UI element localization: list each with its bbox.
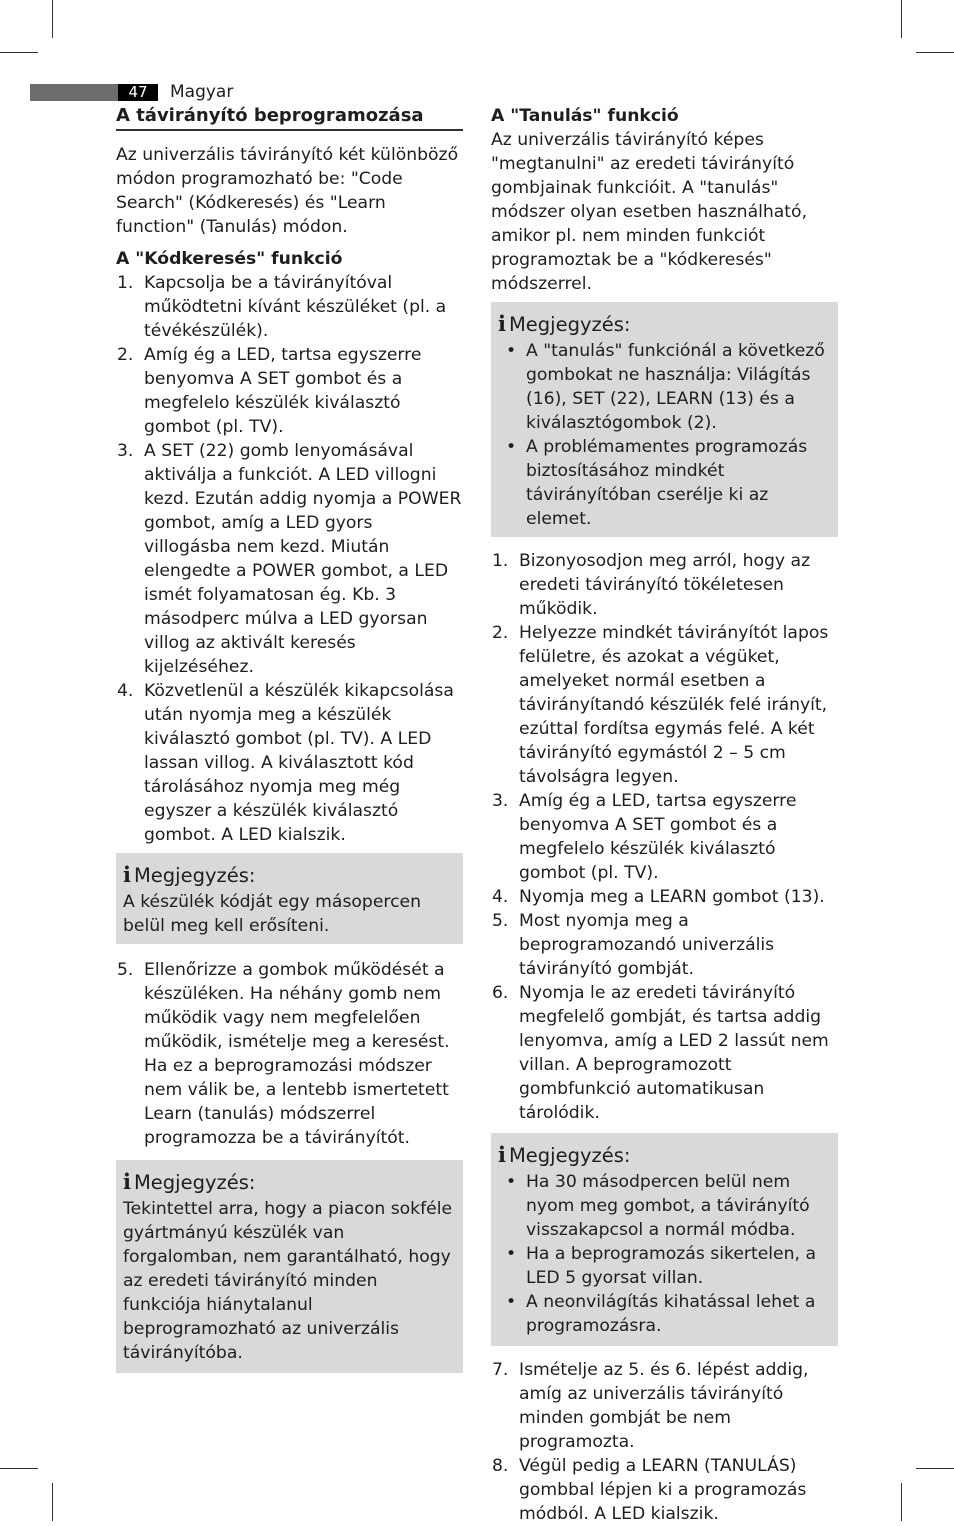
step-text: Helyezze mindkét távirányítót lapos felületre, és azokat a végüket, amelyeket normál esetben a távirányítandó készülék felé irányít, ezúttal fordítsa egymás felé. A két távirányító egymástól 2 – 5 cm távolságra legyen. <box>519 623 829 787</box>
note-bullets <box>498 1170 830 1338</box>
learn-steps <box>491 549 838 1125</box>
bullet-item <box>498 1290 830 1338</box>
learn-intro: Az univerzális távirányító képes "megtanulni" az eredeti távirányító gombjainak funkcióit. A "tanulás" módszer olyan esetben használható, amikor pl. nem minden funkciót programoztak be a "kódkeresés" módszerrel. <box>491 130 808 294</box>
note-title-text: Megjegyzés: <box>133 1171 256 1194</box>
step-text: Kapcsolja be a távirányítóval működtetni kívánt készüléket (pl. a tévékészülék). <box>144 273 447 341</box>
step-number: 5. <box>117 960 134 980</box>
note-title <box>498 312 830 337</box>
crop-mark <box>916 52 954 53</box>
crop-mark <box>0 52 38 53</box>
list-item <box>491 885 838 909</box>
crop-mark <box>916 1468 954 1469</box>
list-item <box>491 1454 838 1526</box>
step-number: 3. <box>117 441 134 461</box>
list-item <box>491 789 838 885</box>
left-column <box>116 104 463 1373</box>
language-label: Magyar <box>170 82 234 102</box>
note-box <box>491 1133 838 1346</box>
step-number: 2. <box>492 623 509 643</box>
step-number: 4. <box>492 887 509 907</box>
note-box <box>116 1160 463 1373</box>
info-icon: i <box>123 1169 131 1194</box>
bullet-dot-icon: • <box>506 1292 517 1312</box>
step-number: 7. <box>492 1360 509 1380</box>
note-text: A készülék kódját egy másopercen belül meg kell erősíteni. <box>123 892 422 936</box>
learn-steps-end <box>491 1358 838 1526</box>
step-number: 1. <box>492 551 509 571</box>
bullet-dot-icon: • <box>506 437 517 457</box>
list-item <box>491 621 838 789</box>
step-text: Nyomja le az eredeti távirányító megfelelő gombját, és tartsa addig lenyomva, amíg a LED 2 lassút nem villan. A beprogramozott gombfunkció automatikusan tárolódik. <box>519 983 829 1123</box>
code-search-heading: A "Kódkeresés" funkció <box>116 249 343 269</box>
step-number: 6. <box>492 983 509 1003</box>
bullet-text: A "tanulás" funkciónál a következő gombokat ne használja: Világítás (16), SET (22), LEARN (13) és a kiválasztógombok (2). <box>526 341 825 433</box>
list-item <box>116 679 463 847</box>
list-item <box>116 271 463 343</box>
section-title: A távirányító beprogramozása <box>116 104 463 131</box>
bullet-text: Ha a beprogramozás sikertelen, a LED 5 gyorsat villan. <box>526 1244 816 1288</box>
note-title-text: Megjegyzés: <box>508 313 631 336</box>
note-box <box>491 302 838 537</box>
learn-heading: A "Tanulás" funkció <box>491 106 679 126</box>
bullet-text: A neonvilágítás kihatással lehet a programozásra. <box>526 1292 816 1336</box>
step-text: Most nyomja meg a beprogramozandó univerzális távirányító gombját. <box>519 911 775 979</box>
right-column <box>491 104 838 1526</box>
step-number: 5. <box>492 911 509 931</box>
crop-mark <box>901 1483 902 1521</box>
step-text: Végül pedig a LEARN (TANULÁS) gombbal lépjen ki a programozás módból. A LED kialszik. <box>519 1456 807 1524</box>
info-icon: i <box>498 311 506 336</box>
list-item <box>491 549 838 621</box>
note-title <box>123 863 455 888</box>
step-text: Bizonyosodjon meg arról, hogy az eredeti távirányító tökéletesen működik. <box>519 551 811 619</box>
step-number: 4. <box>117 681 134 701</box>
bullet-item <box>498 339 830 435</box>
bullet-item <box>498 1170 830 1242</box>
bullet-item <box>498 1242 830 1290</box>
page-number: 47 <box>118 84 158 101</box>
bullet-dot-icon: • <box>506 1244 517 1264</box>
note-title-text: Megjegyzés: <box>508 1144 631 1167</box>
crop-mark <box>52 1483 53 1521</box>
step-number: 2. <box>117 345 134 365</box>
list-item <box>116 958 463 1150</box>
note-bullets <box>498 339 830 531</box>
step-text: Közvetlenül a készülék kikapcsolása után nyomja meg a készülék kiválasztó gombot (pl. TV). A LED lassan villog. A kiválasztott kód tárolásához nyomja meg még egyszer a készülék kiválasztó gombot. A LED kialszik. <box>144 681 454 845</box>
bullet-dot-icon: • <box>506 1172 517 1192</box>
note-title <box>498 1143 830 1168</box>
crop-mark <box>52 0 53 38</box>
step-text: A SET (22) gomb lenyomásával aktiválja a funkciót. A LED villogni kezd. Ezután addig nyomja a POWER gombot, amíg a LED gyors villogásba nem kezd. Miután elengedte a POWER gombot, a LED ismét folyamatosan ég. Kb. 3 másodperc múlva a LED gyorsan villog az aktivált keresés kijelzéséhez. <box>144 441 462 677</box>
step-text: Amíg ég a LED, tartsa egyszerre benyomva A SET gombot és a megfelelo készülék kiválasztó gombot (pl. TV). <box>144 345 422 437</box>
note-text: Tekintettel arra, hogy a piacon sokféle gyártmányú készülék van forgalomban, nem garantálható, hogy az eredeti távirányító minden funkciója hiánytalanul beprogramozható az univerzális távirányítóba. <box>123 1199 453 1363</box>
crop-mark <box>901 0 902 38</box>
info-icon: i <box>498 1142 506 1167</box>
intro-paragraph: Az univerzális távirányító két különböző módon programozható be: "Code Search" (Kódkeresés) és "Learn function" (Tanulás) módon. <box>116 145 459 237</box>
step-text: Ismételje az 5. és 6. lépést addig, amíg az univerzális távirányító minden gombját be nem programozta. <box>519 1360 809 1452</box>
note-title <box>123 1170 455 1195</box>
note-box <box>116 853 463 944</box>
crop-mark <box>0 1468 38 1469</box>
list-item <box>116 343 463 439</box>
bullet-text: A problémamentes programozás biztosításához mindkét távirányítóban cserélje ki az elemet. <box>526 437 808 529</box>
step-number: 1. <box>117 273 134 293</box>
list-item <box>116 439 463 679</box>
bullet-item <box>498 435 830 531</box>
step-text: Amíg ég a LED, tartsa egyszerre benyomva A SET gombot és a megfelelo készülék kiválasztó gombot (pl. TV). <box>519 791 797 883</box>
note-title-text: Megjegyzés: <box>133 864 256 887</box>
step-number: 3. <box>492 791 509 811</box>
list-item <box>491 909 838 981</box>
step-number: 8. <box>492 1456 509 1476</box>
step-text: Nyomja meg a LEARN gombot (13). <box>519 887 825 907</box>
info-icon: i <box>123 862 131 887</box>
bullet-dot-icon: • <box>506 341 517 361</box>
list-item <box>491 981 838 1125</box>
step-text: Ellenőrizze a gombok működését a készüléken. Ha néhány gomb nem működik vagy nem megfelelően működik, ismételje meg a keresést. Ha ez a beprogramozási módszer nem válik be, a lentebb ismertetett Learn (tanulás) módszerrel programozza be a távirányítót. <box>144 960 450 1148</box>
list-item <box>491 1358 838 1454</box>
code-search-steps <box>116 271 463 847</box>
bullet-text: Ha 30 másodpercen belül nem nyom meg gombot, a távirányító visszakapcsol a normál módba. <box>526 1172 810 1240</box>
